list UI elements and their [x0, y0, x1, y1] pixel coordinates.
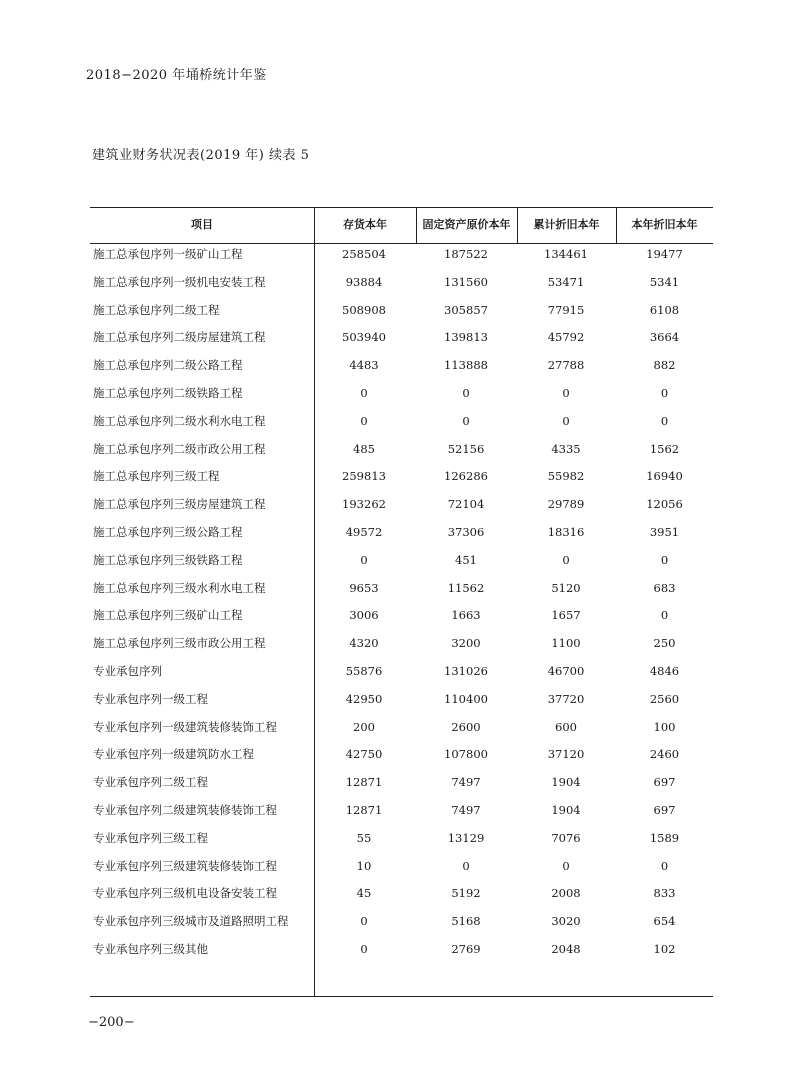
row-annual-depreciation: 697 [653, 775, 676, 790]
row-inventory: 49572 [345, 524, 383, 539]
row-accumulated-depreciation: 3020 [551, 914, 581, 929]
row-item-label: 专业承包序列二级工程 [93, 775, 208, 790]
row-inventory: 93884 [345, 274, 383, 289]
row-fixed-assets: 126286 [444, 469, 488, 484]
row-accumulated-depreciation: 37120 [547, 747, 585, 762]
row-fixed-assets: 451 [455, 552, 477, 567]
row-inventory: 12871 [345, 775, 383, 790]
row-item-label: 施工总承包序列三级市政公用工程 [93, 636, 266, 651]
row-annual-depreciation: 250 [653, 636, 676, 651]
row-annual-depreciation: 2460 [649, 747, 680, 762]
row-accumulated-depreciation: 600 [555, 719, 577, 734]
row-annual-depreciation: 882 [653, 358, 676, 373]
row-accumulated-depreciation: 18316 [547, 524, 585, 539]
row-item-label: 施工总承包序列三级工程 [93, 469, 220, 484]
row-accumulated-depreciation: 1657 [551, 608, 581, 623]
row-item-label: 专业承包序列三级建筑装修装饰工程 [93, 858, 277, 873]
table-title: 建筑业财务状况表(2019 年) 续表 5 [92, 148, 310, 163]
row-accumulated-depreciation: 0 [562, 413, 570, 428]
table-row [90, 769, 713, 797]
row-accumulated-depreciation: 5120 [551, 580, 581, 595]
row-item-label: 施工总承包序列三级矿山工程 [93, 608, 243, 623]
row-fixed-assets: 7497 [451, 775, 481, 790]
row-annual-depreciation: 683 [653, 580, 676, 595]
row-annual-depreciation: 3951 [649, 524, 680, 539]
row-inventory: 3006 [349, 608, 379, 623]
row-fixed-assets: 0 [462, 413, 470, 428]
table-row [90, 380, 713, 408]
row-item-label: 施工总承包序列一级矿山工程 [93, 247, 243, 261]
row-inventory: 42750 [345, 747, 383, 762]
row-accumulated-depreciation: 2008 [551, 886, 581, 901]
row-item-label: 施工总承包序列二级市政公用工程 [93, 441, 266, 456]
column-header-fixed-assets: 固定资产原价本年 [422, 218, 511, 231]
row-fixed-assets: 110400 [444, 691, 488, 706]
table-bottom-rule [90, 996, 713, 997]
row-fixed-assets: 7497 [451, 802, 481, 817]
row-accumulated-depreciation: 134461 [544, 247, 588, 261]
table-row [90, 297, 713, 325]
row-item-label: 施工总承包序列三级水利水电工程 [93, 580, 266, 595]
row-inventory: 503940 [342, 330, 386, 345]
row-accumulated-depreciation: 2048 [551, 941, 581, 956]
table-row [90, 575, 713, 603]
table-row [90, 853, 713, 881]
row-inventory: 485 [353, 441, 375, 456]
row-annual-depreciation: 833 [653, 886, 676, 901]
row-annual-depreciation: 0 [660, 385, 669, 400]
row-accumulated-depreciation: 77915 [547, 302, 585, 317]
row-annual-depreciation: 16940 [646, 469, 683, 484]
row-fixed-assets: 2600 [451, 719, 481, 734]
column-header-item: 项目 [191, 218, 213, 231]
row-annual-depreciation: 12056 [646, 497, 683, 512]
row-item-label: 施工总承包序列一级机电安装工程 [93, 274, 266, 289]
row-annual-depreciation: 0 [660, 858, 669, 873]
row-accumulated-depreciation: 1100 [551, 636, 581, 651]
row-annual-depreciation: 654 [653, 914, 676, 929]
running-header: 2018−2020 年埇桥统计年鉴 [86, 68, 267, 83]
row-fixed-assets: 37306 [447, 524, 485, 539]
row-item-label: 施工总承包序列二级工程 [93, 302, 220, 317]
row-annual-depreciation: 4846 [649, 663, 680, 678]
row-fixed-assets: 0 [462, 858, 470, 873]
row-fixed-assets: 187522 [444, 247, 488, 261]
row-fixed-assets: 11562 [447, 580, 485, 595]
row-inventory: 55876 [345, 663, 383, 678]
row-accumulated-depreciation: 27788 [547, 358, 585, 373]
table-row [90, 825, 713, 853]
row-inventory: 0 [360, 914, 368, 929]
row-inventory: 4320 [349, 636, 379, 651]
table-row [90, 352, 713, 380]
table-row [90, 491, 713, 519]
table-row [90, 408, 713, 436]
row-inventory: 55 [356, 830, 372, 845]
row-item-label: 专业承包序列三级城市及道路照明工程 [93, 914, 289, 929]
row-annual-depreciation: 2560 [649, 691, 680, 706]
row-inventory: 0 [360, 552, 368, 567]
table-row [90, 547, 713, 575]
row-annual-depreciation: 1562 [649, 441, 680, 456]
row-fixed-assets: 5192 [451, 886, 481, 901]
row-inventory: 193262 [342, 497, 386, 512]
row-item-label: 专业承包序列三级机电设备安装工程 [93, 886, 277, 901]
page-number: −200− [88, 1015, 135, 1030]
row-item-label: 专业承包序列 [93, 663, 162, 678]
table-row [90, 324, 713, 352]
row-accumulated-depreciation: 45792 [547, 330, 585, 345]
row-fixed-assets: 107800 [444, 747, 488, 762]
table-row [90, 936, 713, 964]
table-row [90, 436, 713, 464]
row-annual-depreciation: 6108 [649, 302, 680, 317]
row-item-label: 专业承包序列一级建筑装修装饰工程 [93, 719, 277, 734]
row-accumulated-depreciation: 4335 [551, 441, 581, 456]
row-item-label: 专业承包序列二级建筑装修装饰工程 [93, 802, 277, 817]
table-row [90, 714, 713, 742]
row-fixed-assets: 13129 [447, 830, 485, 845]
row-inventory: 4483 [349, 358, 379, 373]
row-fixed-assets: 5168 [451, 914, 481, 929]
row-annual-depreciation: 102 [653, 941, 676, 956]
row-inventory: 10 [356, 858, 372, 873]
row-accumulated-depreciation: 1904 [551, 802, 581, 817]
row-inventory: 12871 [345, 802, 383, 817]
row-accumulated-depreciation: 46700 [547, 663, 585, 678]
row-fixed-assets: 131560 [444, 274, 488, 289]
row-item-label: 专业承包序列三级工程 [93, 830, 208, 845]
table-row [90, 741, 713, 769]
row-annual-depreciation: 100 [653, 719, 676, 734]
row-fixed-assets: 113888 [444, 358, 488, 373]
row-item-label: 施工总承包序列二级铁路工程 [93, 385, 243, 400]
table-row [90, 880, 713, 908]
row-item-label: 专业承包序列三级其他 [93, 941, 208, 956]
table-row [90, 908, 713, 936]
row-accumulated-depreciation: 0 [562, 385, 570, 400]
row-item-label: 施工总承包序列三级公路工程 [93, 524, 243, 539]
row-inventory: 259813 [342, 469, 386, 484]
row-accumulated-depreciation: 55982 [547, 469, 585, 484]
row-inventory: 45 [356, 886, 372, 901]
table-body [90, 241, 713, 964]
row-accumulated-depreciation: 0 [562, 552, 570, 567]
row-annual-depreciation: 3664 [649, 330, 680, 345]
row-item-label: 施工总承包序列二级房屋建筑工程 [93, 330, 266, 345]
row-fixed-assets: 139813 [444, 330, 488, 345]
table-row [90, 797, 713, 825]
row-fixed-assets: 0 [462, 385, 470, 400]
row-inventory: 9653 [349, 580, 379, 595]
row-fixed-assets: 131026 [444, 663, 488, 678]
row-annual-depreciation: 697 [653, 802, 676, 817]
row-inventory: 42950 [345, 691, 383, 706]
row-accumulated-depreciation: 29789 [547, 497, 585, 512]
column-header-annual-depreciation: 本年折旧本年 [631, 218, 698, 231]
table-row [90, 602, 713, 630]
row-fixed-assets: 1663 [451, 608, 481, 623]
table-header [90, 207, 713, 243]
row-accumulated-depreciation: 53471 [547, 274, 585, 289]
table-row [90, 463, 713, 491]
table-row [90, 658, 713, 686]
row-accumulated-depreciation: 0 [562, 858, 570, 873]
column-header-accumulated-depreciation: 累计折旧本年 [533, 218, 600, 231]
row-inventory: 258504 [342, 247, 386, 261]
row-item-label: 专业承包序列一级建筑防水工程 [93, 747, 254, 762]
row-accumulated-depreciation: 37720 [547, 691, 585, 706]
row-inventory: 508908 [342, 302, 386, 317]
table-row [90, 630, 713, 658]
row-inventory: 0 [360, 385, 368, 400]
row-fixed-assets: 305857 [444, 302, 488, 317]
row-annual-depreciation: 0 [660, 413, 669, 428]
row-inventory: 200 [353, 719, 375, 734]
row-inventory: 0 [360, 413, 368, 428]
row-accumulated-depreciation: 7076 [551, 830, 581, 845]
row-annual-depreciation: 0 [660, 552, 669, 567]
table-row [90, 686, 713, 714]
row-inventory: 0 [360, 941, 368, 956]
row-item-label: 施工总承包序列二级水利水电工程 [93, 413, 266, 428]
row-item-label: 施工总承包序列三级房屋建筑工程 [93, 497, 266, 512]
row-fixed-assets: 2769 [451, 941, 481, 956]
row-annual-depreciation: 1589 [649, 830, 680, 845]
table-row [90, 519, 713, 547]
row-annual-depreciation: 19477 [646, 247, 683, 261]
table-row [90, 241, 713, 269]
row-item-label: 施工总承包序列二级公路工程 [93, 358, 243, 373]
table-row [90, 269, 713, 297]
row-item-label: 施工总承包序列三级铁路工程 [93, 552, 243, 567]
row-fixed-assets: 3200 [451, 636, 481, 651]
row-accumulated-depreciation: 1904 [551, 775, 581, 790]
row-annual-depreciation: 5341 [649, 274, 680, 289]
row-item-label: 专业承包序列一级工程 [93, 691, 208, 706]
row-fixed-assets: 72104 [447, 497, 485, 512]
row-annual-depreciation: 0 [660, 608, 669, 623]
row-fixed-assets: 52156 [447, 441, 485, 456]
column-header-inventory: 存货本年 [343, 218, 387, 231]
